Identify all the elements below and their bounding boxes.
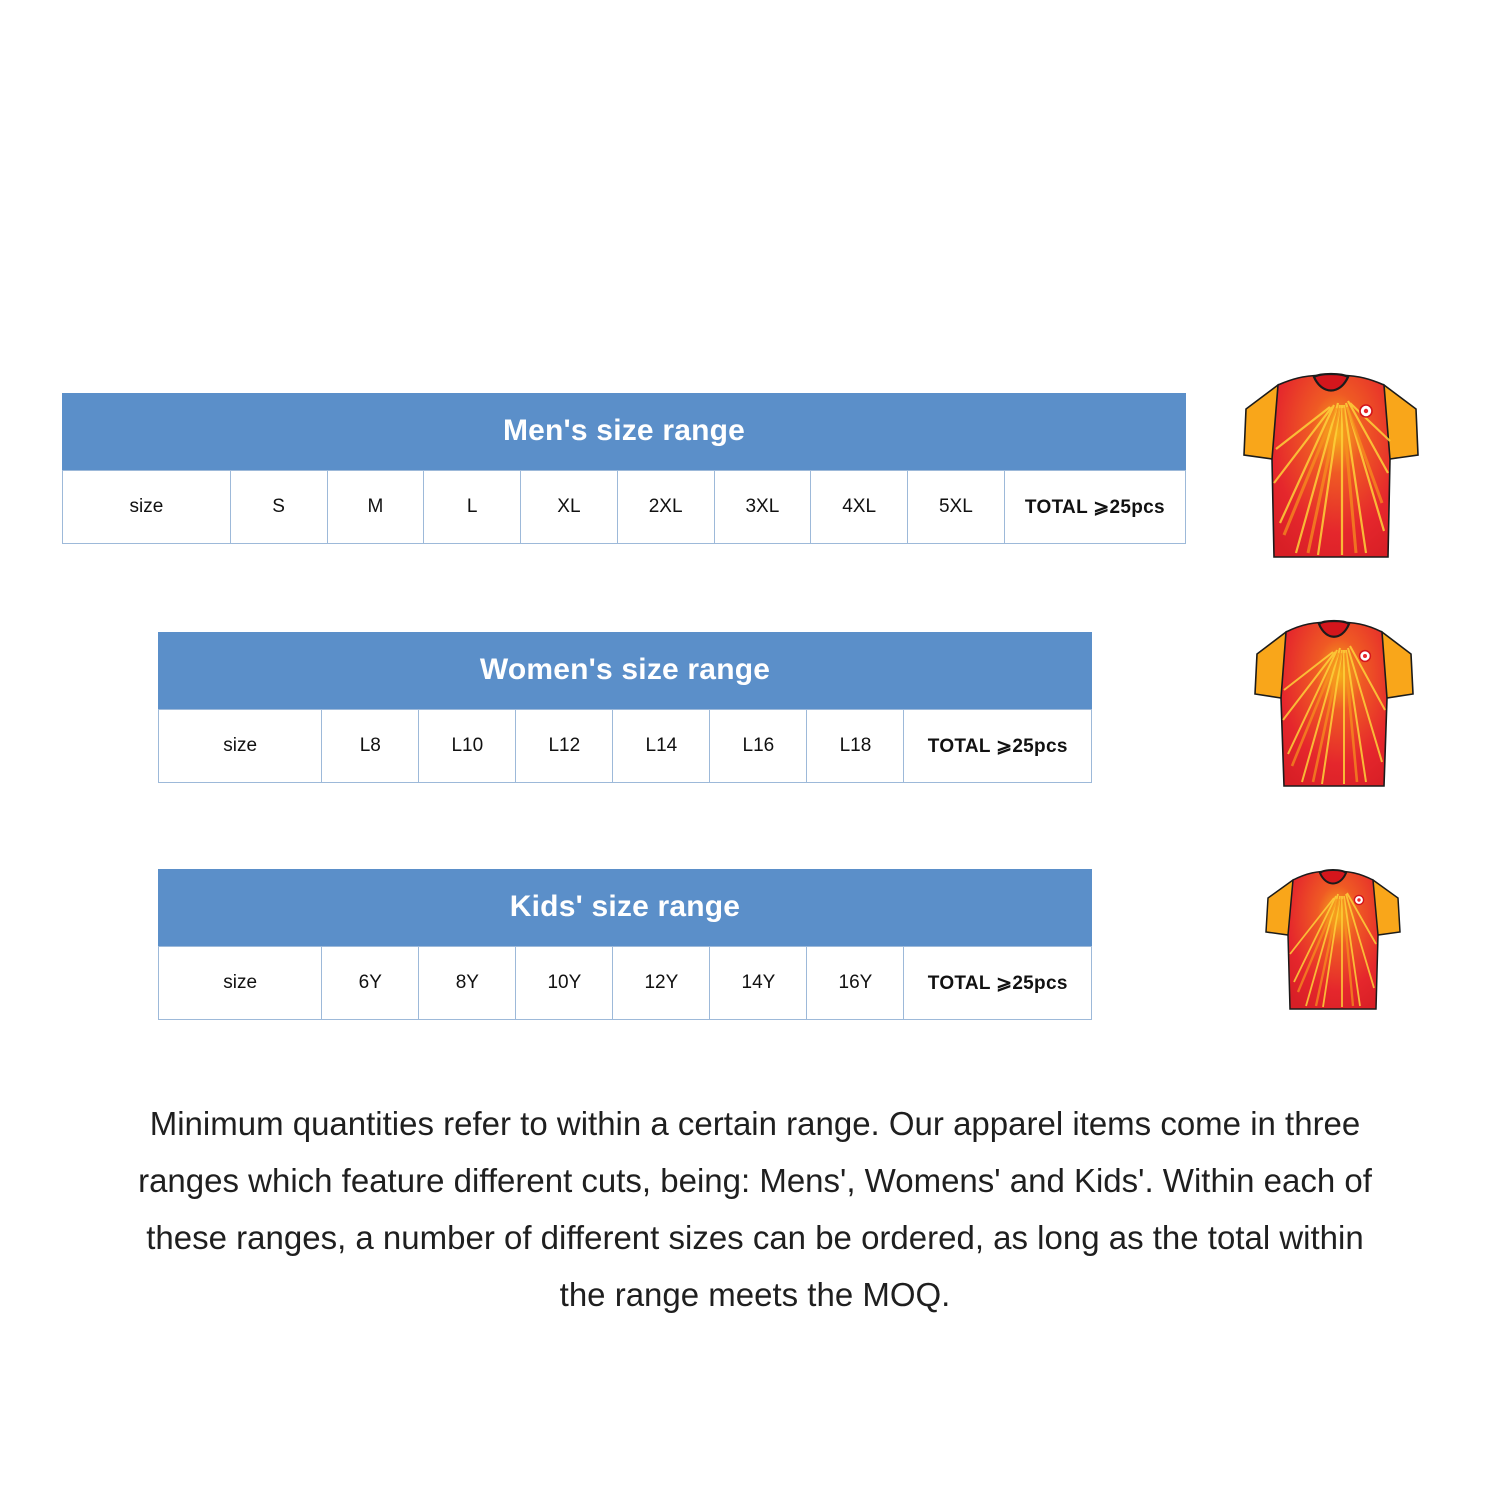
- mens-size-m: M: [327, 471, 424, 544]
- kids-row-label: size: [159, 947, 322, 1020]
- kids-size-14y: 14Y: [710, 947, 807, 1020]
- mens-total-value: ⩾25pcs: [1093, 496, 1165, 518]
- mens-size-l: L: [424, 471, 521, 544]
- womens-size-l14: L14: [613, 710, 710, 783]
- mens-size-2xl: 2XL: [617, 471, 714, 544]
- womens-size-l18: L18: [807, 710, 904, 783]
- womens-total-value: ⩾25pcs: [996, 735, 1068, 757]
- table-row: [63, 471, 1186, 544]
- womens-total-cell: [904, 710, 1092, 783]
- womens-size-l16: L16: [710, 710, 807, 783]
- mens-size-range-block: [62, 393, 1186, 544]
- mens-total-label: TOTAL: [1024, 496, 1088, 518]
- kids-size-6y: 6Y: [322, 947, 419, 1020]
- mens-table-title: Men's size range: [62, 393, 1186, 470]
- mens-size-4xl: 4XL: [811, 471, 908, 544]
- mens-row-label: size: [63, 471, 231, 544]
- womens-table-title: Women's size range: [158, 632, 1092, 709]
- womens-jersey-image: [1250, 612, 1418, 792]
- mens-size-5xl: 5XL: [908, 471, 1005, 544]
- table-row: [159, 947, 1092, 1020]
- kids-size-table: [158, 946, 1092, 1020]
- womens-size-l12: L12: [516, 710, 613, 783]
- kids-total-value: ⩾25pcs: [996, 972, 1068, 994]
- womens-size-table: [158, 709, 1092, 783]
- womens-size-l8: L8: [322, 710, 419, 783]
- kids-size-10y: 10Y: [516, 947, 613, 1020]
- kids-table-title: Kids' size range: [158, 869, 1092, 946]
- moq-caption: Minimum quantities refer to within a certain range. Our apparel items come in three ranges which feature different cuts, being: Mens', Womens' and Kids'. Within each of these ranges, a number of different sizes can be ordered, as long as the total within the range meets the MOQ.: [138, 1105, 1372, 1313]
- mens-size-s: S: [230, 471, 327, 544]
- womens-total-label: TOTAL: [927, 735, 991, 757]
- mens-size-xl: XL: [521, 471, 618, 544]
- kids-size-12y: 12Y: [613, 947, 710, 1020]
- mens-jersey-image: [1238, 363, 1424, 563]
- womens-size-range-block: [158, 632, 1092, 783]
- womens-size-l10: L10: [419, 710, 516, 783]
- kids-size-8y: 8Y: [419, 947, 516, 1020]
- womens-row-label: size: [159, 710, 322, 783]
- kids-jersey-image: [1262, 862, 1404, 1014]
- kids-total-label: TOTAL: [927, 972, 991, 994]
- kids-size-16y: 16Y: [807, 947, 904, 1020]
- mens-size-table: [62, 470, 1186, 544]
- kids-size-range-block: [158, 869, 1092, 1020]
- table-row: [159, 710, 1092, 783]
- kids-total-cell: [904, 947, 1092, 1020]
- mens-size-3xl: 3XL: [714, 471, 811, 544]
- mens-total-cell: [1004, 471, 1185, 544]
